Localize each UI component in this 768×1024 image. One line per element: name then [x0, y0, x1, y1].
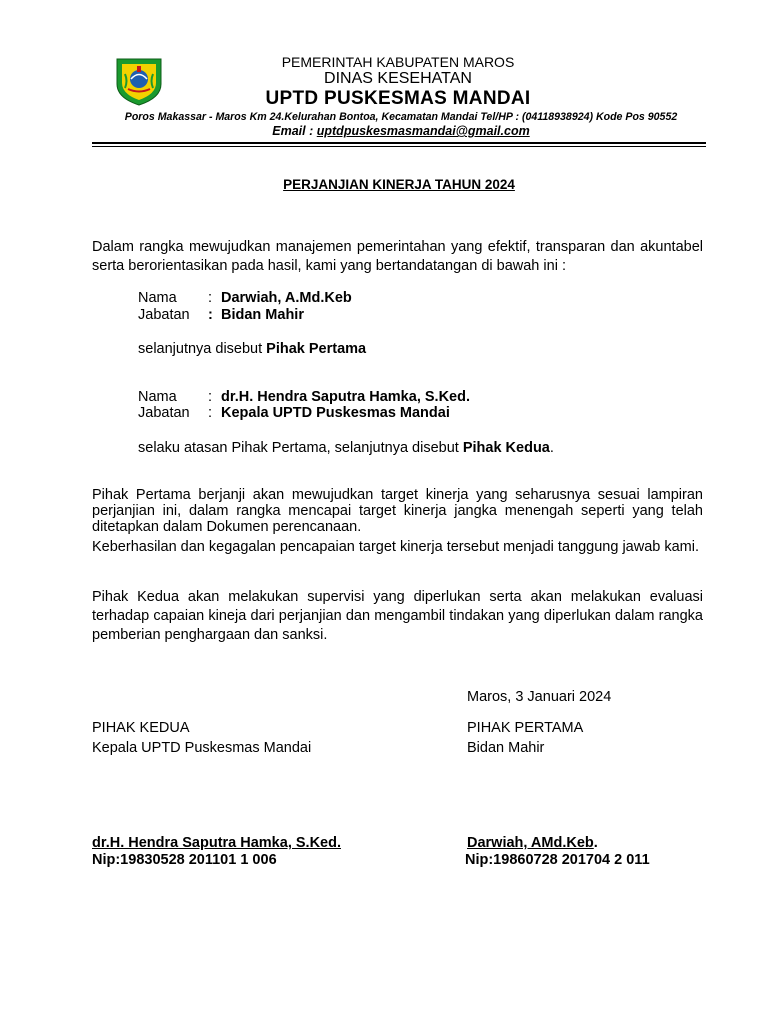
left-signatory-name: dr.H. Hendra Saputra Hamka, S.Ked.: [92, 835, 341, 851]
left-signatory-role: PIHAK KEDUA: [92, 720, 190, 736]
party2-name: dr.H. Hendra Saputra Hamka, S.Ked.: [221, 389, 470, 405]
party2-name-colon: :: [208, 389, 213, 405]
party1-referred-line: [138, 341, 366, 357]
party1-position-label: Jabatan: [138, 307, 190, 323]
party1-position-colon: :: [208, 307, 213, 323]
email-label: Email :: [272, 124, 317, 138]
party2-name-label: Nama: [138, 389, 177, 405]
party1-referred-as: Pihak Pertama: [266, 341, 367, 357]
place-date: Maros, 3 Januari 2024: [467, 689, 612, 705]
right-signatory-name-suffix: .: [593, 835, 598, 851]
email-line: [92, 124, 710, 138]
right-signatory-title: Bidan Mahir: [467, 740, 545, 756]
party2-position-colon: :: [208, 405, 213, 421]
party2-referred-line: [138, 440, 554, 456]
document-title: PERJANJIAN KINERJA TAHUN 2024: [283, 177, 515, 192]
left-signatory-nip: Nip:19830528 201101 1 006: [92, 852, 277, 868]
party1-name-colon: :: [208, 290, 213, 306]
party2-referred-prefix: selaku atasan Pihak Pertama, selanjutnya disebut: [138, 440, 463, 456]
header-rule-thin: [92, 146, 706, 147]
left-signatory-title: Kepala UPTD Puskesmas Mandai: [92, 740, 312, 756]
party2-position-label: Jabatan: [138, 405, 190, 421]
party2-referred-suffix: .: [549, 440, 554, 456]
party1-name-label: Nama: [138, 290, 177, 306]
header-rule-thick: [92, 142, 706, 144]
unit-name: UPTD PUSKESMAS MANDAI: [265, 88, 531, 109]
address-line: Poros Makassar - Maros Km 24.Kelurahan Bontoa, Kecamatan Mandai Tel/HP : (04118938924) Kode Pos 90552: [124, 111, 678, 123]
right-signatory-nip: Nip:19860728 201704 2 011: [465, 852, 650, 868]
email-link[interactable]: uptdpuskesmasmandai@gmail.com: [316, 124, 530, 138]
party1-name: Darwiah, A.Md.Keb: [221, 290, 352, 306]
right-signatory-name: Darwiah, AMd.Keb: [467, 835, 594, 851]
supervision-paragraph: Pihak Kedua akan melakukan supervisi yang diperlukan serta akan melakukan evaluasi terhadap capaian kineja dari perjanjian dan mengambil tindakan yang diperlukan dalam rangka pemberian penghargaan dan sanksi.: [92, 589, 703, 643]
responsibility-paragraph: Keberhasilan dan kegagalan pencapaian target kinerja tersebut menjadi tanggung jawab kami.: [92, 539, 699, 555]
party2-referred-as: Pihak Kedua: [462, 440, 550, 456]
intro-paragraph: Dalam rangka mewujudkan manajemen pemerintahan yang efektif, transparan dan akuntabel serta berorientasikan pada hasil, kami yang bertandatangan di bawah ini :: [92, 239, 703, 274]
right-signatory-role: PIHAK PERTAMA: [467, 720, 584, 736]
party2-position: Kepala UPTD Puskesmas Mandai: [221, 405, 450, 421]
party1-referred-prefix: selanjutnya disebut: [138, 341, 267, 357]
party1-position: Bidan Mahir: [221, 307, 304, 323]
commitment-paragraph: Pihak Pertama berjanji akan mewujudkan target kinerja yang seharusnya sesuai lampiran perjanjian ini, dalam rangka mencapai target kinerja jangka menengah seperti yang telah ditetapkan dalam Dokumen perencanaan.: [92, 487, 703, 535]
government-name: PEMERINTAH KABUPATEN MAROS: [281, 54, 515, 70]
department-name: DINAS KESEHATAN: [324, 70, 472, 87]
right-signatory-name-line: [467, 835, 598, 851]
